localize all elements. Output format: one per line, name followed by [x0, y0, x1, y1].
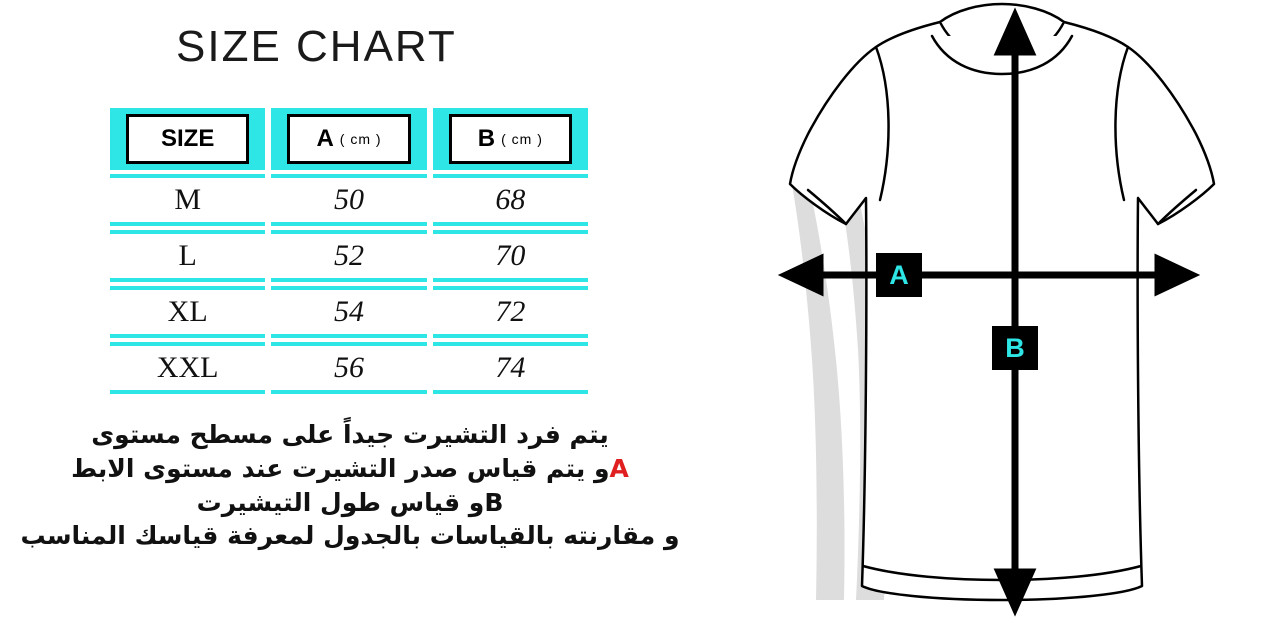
cell-a [271, 286, 426, 338]
table-row [110, 230, 588, 282]
cell-size [110, 174, 265, 226]
table-header-row [110, 108, 588, 170]
instruction-line-2-text: و يتم قياس صدر التشيرت عند مستوى الابط [71, 453, 610, 483]
value-size: M [110, 178, 265, 222]
table-row [110, 342, 588, 394]
value-size: XL [110, 290, 265, 334]
marker-b: B [992, 326, 1038, 370]
cell-b [433, 230, 588, 282]
cell-a [271, 230, 426, 282]
cell-a [271, 174, 426, 226]
value-a: 54 [271, 290, 426, 334]
value-a: 56 [271, 346, 426, 390]
instruction-line-2 [0, 452, 700, 486]
instruction-line-1: يتم فرد التشيرت جيداً على مسطح مستوى [91, 420, 609, 449]
page-title: SIZE CHART [176, 22, 457, 71]
table-row [110, 174, 588, 226]
header-unit-b: ( cm ) [501, 131, 543, 147]
header-unit-a: ( cm ) [339, 131, 382, 147]
instruction-line-4: و مقارنته بالقياسات بالجدول لمعرفة قياسك المناسب [20, 521, 680, 551]
cell-size [110, 230, 265, 282]
instruction-tag-b: B [484, 487, 504, 517]
table-header-b [433, 108, 588, 170]
value-b: 74 [433, 346, 588, 390]
cell-size [110, 342, 265, 394]
instructions-block [0, 418, 700, 553]
table-header-a [271, 108, 426, 170]
value-a: 50 [271, 178, 426, 222]
value-size: XXL [110, 346, 265, 390]
tshirt-diagram-panel [640, 0, 1280, 619]
tshirt-illustration-icon [640, 0, 1280, 619]
header-label-a: A [316, 125, 334, 152]
cell-b [433, 342, 588, 394]
instruction-line-3 [0, 486, 700, 520]
instruction-tag-a: A [609, 453, 629, 483]
cell-a [271, 342, 426, 394]
table-row [110, 286, 588, 338]
marker-a: A [876, 253, 922, 297]
cell-b [433, 286, 588, 338]
value-size: L [110, 234, 265, 278]
value-b: 68 [433, 178, 588, 222]
size-chart-table [104, 104, 594, 398]
instruction-line-3-text: و قياس طول التيشيرت [196, 487, 485, 517]
cell-size [110, 286, 265, 338]
header-label-size: SIZE [160, 125, 215, 152]
table-header-size [110, 108, 265, 170]
value-b: 70 [433, 234, 588, 278]
value-b: 72 [433, 290, 588, 334]
value-a: 52 [271, 234, 426, 278]
cell-b [433, 174, 588, 226]
header-label-b: B [477, 125, 496, 152]
